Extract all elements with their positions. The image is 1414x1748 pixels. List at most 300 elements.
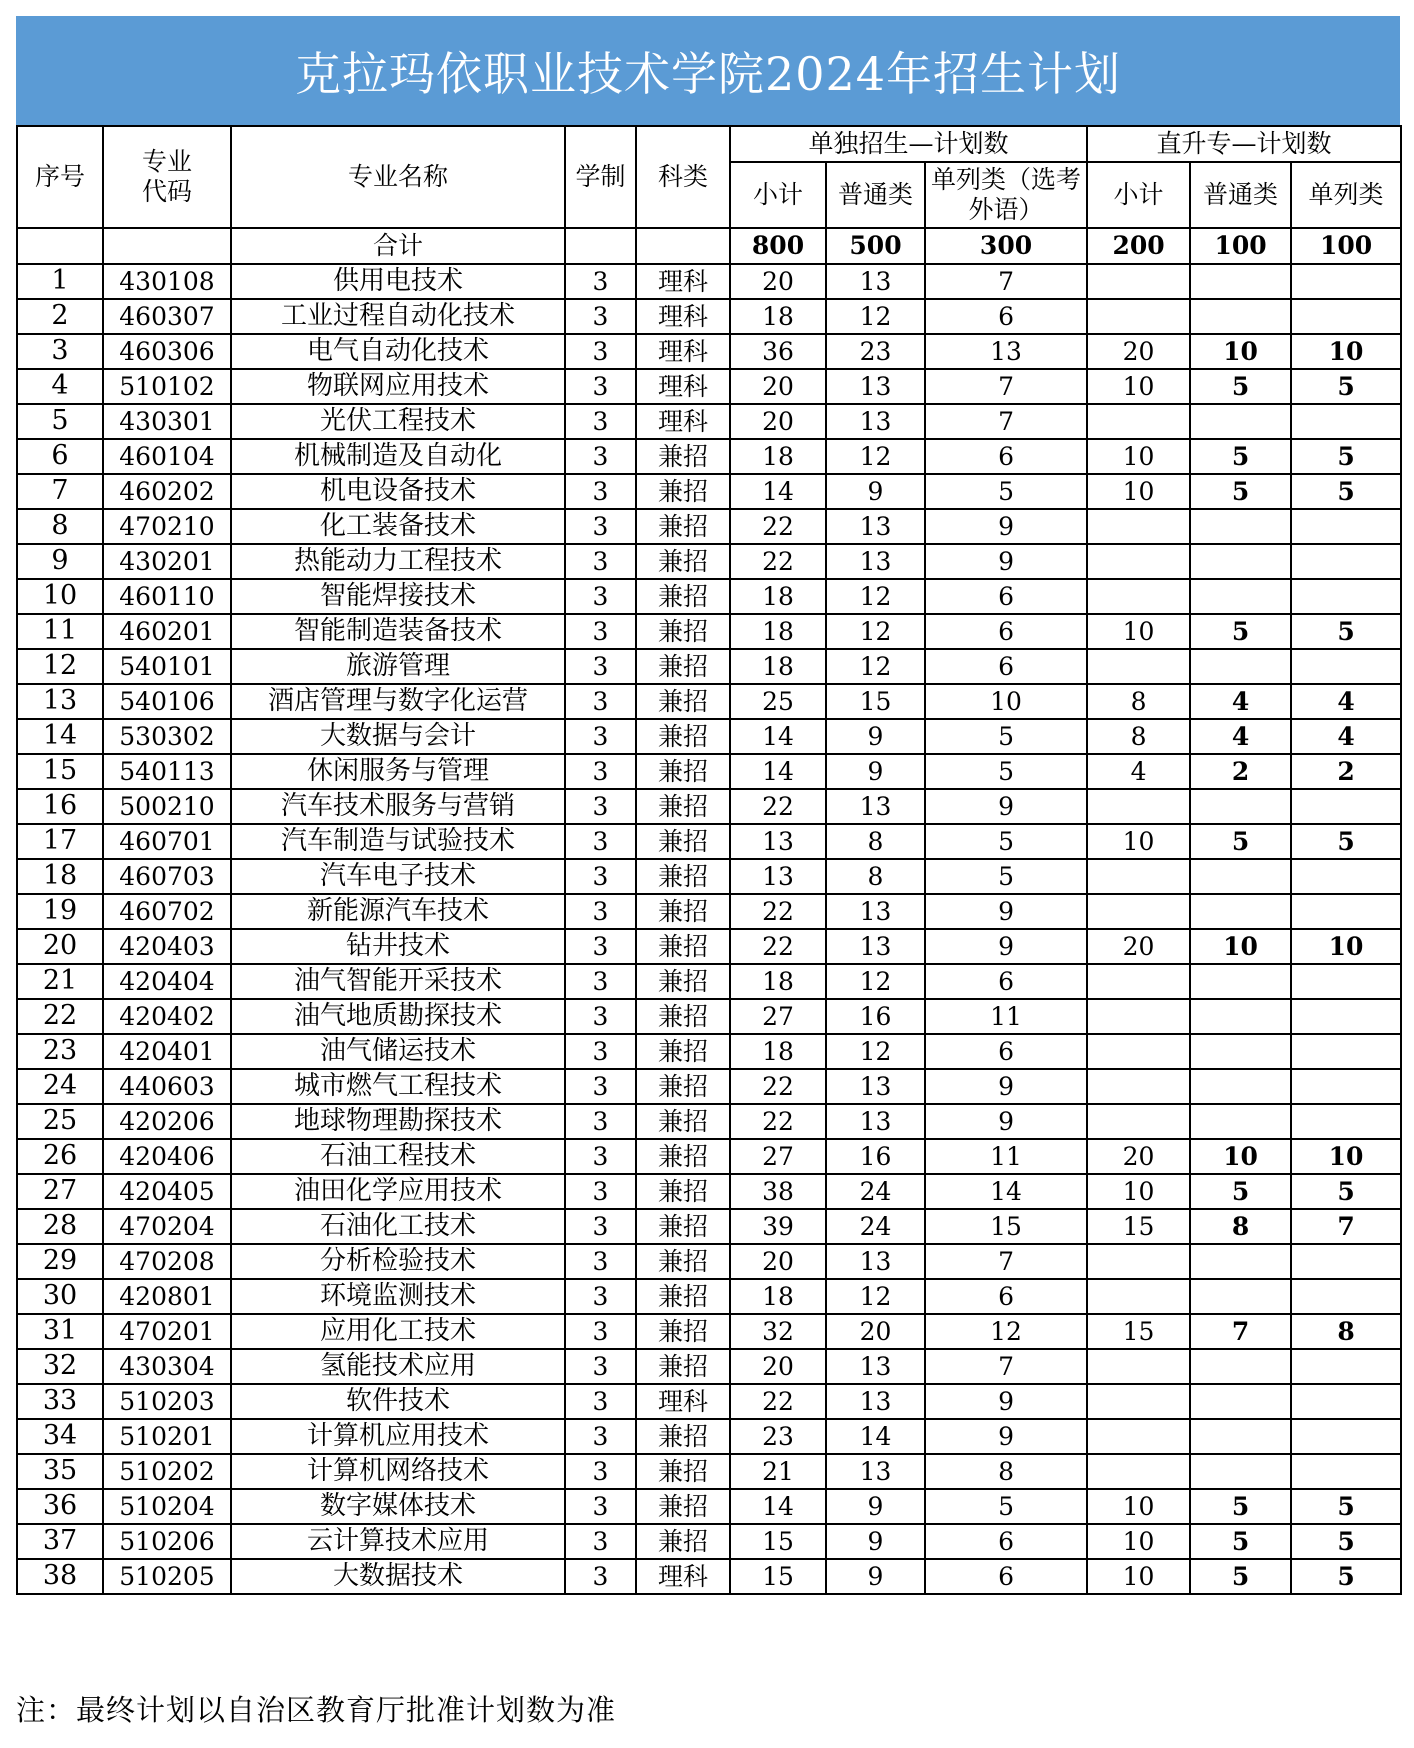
cell-up-general	[1190, 1384, 1291, 1419]
cell-sep-general: 13	[826, 1384, 925, 1419]
cell-sep-general: 13	[826, 509, 925, 544]
cell-sep-general: 12	[826, 1034, 925, 1069]
header-up-total: 小计	[1087, 162, 1190, 228]
cell-category: 兼招	[636, 719, 730, 754]
cell-sep-single: 11	[925, 999, 1087, 1034]
table-row	[17, 824, 1401, 859]
cell-up-single	[1291, 894, 1401, 929]
cell-seq: 19	[17, 894, 103, 929]
cell-sep-total: 14	[730, 719, 826, 754]
cell-code: 510204	[103, 1489, 231, 1524]
cell-sep-general: 12	[826, 1279, 925, 1314]
cell-major-name: 计算机应用技术	[231, 1419, 565, 1454]
table-row	[17, 859, 1401, 894]
cell-years: 3	[565, 1104, 636, 1139]
cell-category: 理科	[636, 334, 730, 369]
cell-up-single	[1291, 649, 1401, 684]
cell-sep-total: 18	[730, 579, 826, 614]
cell-category: 理科	[636, 1559, 730, 1594]
cell-years: 3	[565, 649, 636, 684]
cell-sep-total: 20	[730, 264, 826, 299]
cell-up-general	[1190, 299, 1291, 334]
cell-seq: 4	[17, 369, 103, 404]
cell-up-general	[1190, 1104, 1291, 1139]
cell-sep-general: 9	[826, 474, 925, 509]
cell-up-total	[1087, 1104, 1190, 1139]
cell-seq: 38	[17, 1559, 103, 1594]
total-up-single: 100	[1291, 228, 1401, 264]
cell-sep-total: 21	[730, 1454, 826, 1489]
cell-up-single	[1291, 1244, 1401, 1279]
cell-up-single: 10	[1291, 334, 1401, 369]
cell-up-total	[1087, 404, 1190, 439]
cell-major-name: 石油工程技术	[231, 1139, 565, 1174]
cell-up-single	[1291, 299, 1401, 334]
cell-years: 3	[565, 999, 636, 1034]
cell-sep-total: 22	[730, 894, 826, 929]
cell-up-total: 20	[1087, 1139, 1190, 1174]
cell-sep-single: 9	[925, 1419, 1087, 1454]
header-group-upgrade: 直升专—计划数	[1087, 126, 1401, 162]
cell-sep-total: 22	[730, 1104, 826, 1139]
cell-code: 470201	[103, 1314, 231, 1349]
total-sep-total: 800	[730, 228, 826, 264]
cell-major-name: 油气储运技术	[231, 1034, 565, 1069]
cell-sep-total: 32	[730, 1314, 826, 1349]
cell-major-name: 大数据技术	[231, 1559, 565, 1594]
cell-sep-general: 16	[826, 1139, 925, 1174]
cell-years: 3	[565, 404, 636, 439]
cell-up-general: 5	[1190, 1524, 1291, 1559]
cell-up-total: 4	[1087, 754, 1190, 789]
cell-up-total	[1087, 1454, 1190, 1489]
cell-major-name: 城市燃气工程技术	[231, 1069, 565, 1104]
cell-sep-general: 24	[826, 1209, 925, 1244]
cell-sep-single: 9	[925, 544, 1087, 579]
cell-seq: 13	[17, 684, 103, 719]
cell-sep-general: 9	[826, 1524, 925, 1559]
cell-sep-total: 27	[730, 1139, 826, 1174]
cell-code: 420401	[103, 1034, 231, 1069]
cell-sep-single: 7	[925, 369, 1087, 404]
cell-sep-total: 22	[730, 509, 826, 544]
cell-seq: 25	[17, 1104, 103, 1139]
cell-seq: 24	[17, 1069, 103, 1104]
cell-major-name: 机电设备技术	[231, 474, 565, 509]
cell-up-total: 10	[1087, 1559, 1190, 1594]
cell-years: 3	[565, 264, 636, 299]
cell-up-general: 2	[1190, 754, 1291, 789]
cell-sep-general: 9	[826, 754, 925, 789]
cell-years: 3	[565, 684, 636, 719]
cell-up-single: 5	[1291, 1524, 1401, 1559]
cell-up-total: 8	[1087, 719, 1190, 754]
table-row	[17, 789, 1401, 824]
cell-category: 兼招	[636, 614, 730, 649]
cell-sep-total: 18	[730, 299, 826, 334]
cell-seq: 30	[17, 1279, 103, 1314]
cell-years: 3	[565, 509, 636, 544]
cell-code: 420405	[103, 1174, 231, 1209]
cell-major-name: 环境监测技术	[231, 1279, 565, 1314]
cell-up-total: 15	[1087, 1314, 1190, 1349]
table-row	[17, 439, 1401, 474]
cell-up-total: 15	[1087, 1209, 1190, 1244]
cell-sep-total: 15	[730, 1524, 826, 1559]
cell-seq: 20	[17, 929, 103, 964]
cell-up-single: 7	[1291, 1209, 1401, 1244]
cell-up-general: 4	[1190, 719, 1291, 754]
cell-sep-general: 16	[826, 999, 925, 1034]
cell-seq: 31	[17, 1314, 103, 1349]
cell-years: 3	[565, 964, 636, 999]
table-row	[17, 1104, 1401, 1139]
cell-code: 430301	[103, 404, 231, 439]
cell-years: 3	[565, 474, 636, 509]
cell-major-name: 石油化工技术	[231, 1209, 565, 1244]
cell-code: 460703	[103, 859, 231, 894]
cell-sep-single: 6	[925, 1559, 1087, 1594]
cell-up-single: 10	[1291, 929, 1401, 964]
cell-up-general: 5	[1190, 1174, 1291, 1209]
cell-years: 3	[565, 894, 636, 929]
cell-sep-single: 11	[925, 1139, 1087, 1174]
cell-code: 510202	[103, 1454, 231, 1489]
cell-up-general	[1190, 859, 1291, 894]
cell-sep-general: 12	[826, 439, 925, 474]
table-row	[17, 894, 1401, 929]
cell-code: 460110	[103, 579, 231, 614]
cell-category: 兼招	[636, 1069, 730, 1104]
header-code: 专业 代码	[103, 126, 231, 228]
cell-sep-general: 12	[826, 649, 925, 684]
cell-code: 510102	[103, 369, 231, 404]
cell-code: 510203	[103, 1384, 231, 1419]
table-row	[17, 1384, 1401, 1419]
cell-sep-single: 13	[925, 334, 1087, 369]
cell-seq: 36	[17, 1489, 103, 1524]
cell-up-single	[1291, 404, 1401, 439]
cell-seq: 27	[17, 1174, 103, 1209]
cell-up-general: 8	[1190, 1209, 1291, 1244]
cell-sep-total: 20	[730, 369, 826, 404]
cell-up-general	[1190, 544, 1291, 579]
cell-up-general: 10	[1190, 334, 1291, 369]
cell-up-single	[1291, 1349, 1401, 1384]
cell-years: 3	[565, 789, 636, 824]
cell-sep-general: 12	[826, 964, 925, 999]
cell-sep-general: 20	[826, 1314, 925, 1349]
cell-category: 兼招	[636, 1209, 730, 1244]
cell-seq: 18	[17, 859, 103, 894]
cell-up-total: 10	[1087, 1489, 1190, 1524]
cell-up-single	[1291, 544, 1401, 579]
table-row	[17, 649, 1401, 684]
cell-category: 理科	[636, 404, 730, 439]
cell-up-total: 20	[1087, 929, 1190, 964]
cell-up-single: 5	[1291, 1489, 1401, 1524]
cell-up-general: 4	[1190, 684, 1291, 719]
cell-up-total: 10	[1087, 614, 1190, 649]
cell-major-name: 钻井技术	[231, 929, 565, 964]
cell-sep-total: 20	[730, 1349, 826, 1384]
cell-years: 3	[565, 929, 636, 964]
cell-code: 540113	[103, 754, 231, 789]
cell-up-general: 5	[1190, 614, 1291, 649]
cell-up-single	[1291, 1279, 1401, 1314]
cell-category: 兼招	[636, 684, 730, 719]
cell-category: 兼招	[636, 754, 730, 789]
cell-up-total	[1087, 509, 1190, 544]
cell-up-total	[1087, 1069, 1190, 1104]
cell-sep-total: 13	[730, 824, 826, 859]
cell-category: 兼招	[636, 929, 730, 964]
cell-years: 3	[565, 334, 636, 369]
cell-sep-single: 6	[925, 1279, 1087, 1314]
cell-code: 470210	[103, 509, 231, 544]
cell-major-name: 地球物理勘探技术	[231, 1104, 565, 1139]
cell-sep-total: 36	[730, 334, 826, 369]
cell-major-name: 机械制造及自动化	[231, 439, 565, 474]
cell-sep-single: 6	[925, 439, 1087, 474]
table-row	[17, 1279, 1401, 1314]
cell-up-total	[1087, 1384, 1190, 1419]
cell-sep-total: 22	[730, 1384, 826, 1419]
cell-years: 3	[565, 1069, 636, 1104]
cell-sep-single: 9	[925, 509, 1087, 544]
cell-up-total: 10	[1087, 369, 1190, 404]
cell-up-general	[1190, 894, 1291, 929]
cell-up-total	[1087, 894, 1190, 929]
cell-sep-total: 18	[730, 1279, 826, 1314]
cell-major-name: 化工装备技术	[231, 509, 565, 544]
cell-category: 兼招	[636, 859, 730, 894]
cell-seq: 21	[17, 964, 103, 999]
cell-seq: 9	[17, 544, 103, 579]
cell-sep-total: 23	[730, 1419, 826, 1454]
cell-up-general	[1190, 509, 1291, 544]
cell-category: 兼招	[636, 1279, 730, 1314]
cell-category: 兼招	[636, 1524, 730, 1559]
table-row	[17, 1349, 1401, 1384]
cell-up-general: 5	[1190, 1559, 1291, 1594]
table-row	[17, 369, 1401, 404]
cell-up-general: 5	[1190, 474, 1291, 509]
cell-major-name: 分析检验技术	[231, 1244, 565, 1279]
cell-seq: 17	[17, 824, 103, 859]
table-row	[17, 614, 1401, 649]
cell-up-total	[1087, 1279, 1190, 1314]
cell-sep-total: 20	[730, 1244, 826, 1279]
cell-code: 460307	[103, 299, 231, 334]
cell-years: 3	[565, 1139, 636, 1174]
header-sep-single: 单列类（选考外语）	[925, 162, 1087, 228]
cell-category: 理科	[636, 299, 730, 334]
enrollment-table	[16, 125, 1402, 1595]
cell-sep-single: 6	[925, 1524, 1087, 1559]
cell-major-name: 酒店管理与数字化运营	[231, 684, 565, 719]
cell-major-name: 云计算技术应用	[231, 1524, 565, 1559]
header-group-separate: 单独招生—计划数	[730, 126, 1087, 162]
cell-sep-general: 13	[826, 1349, 925, 1384]
cell-up-total: 8	[1087, 684, 1190, 719]
cell-up-total	[1087, 999, 1190, 1034]
cell-up-total	[1087, 1419, 1190, 1454]
cell-years: 3	[565, 719, 636, 754]
cell-up-total	[1087, 859, 1190, 894]
cell-sep-total: 18	[730, 439, 826, 474]
cell-sep-general: 9	[826, 1559, 925, 1594]
cell-seq: 7	[17, 474, 103, 509]
table-row	[17, 999, 1401, 1034]
cell-seq: 12	[17, 649, 103, 684]
cell-sep-general: 14	[826, 1419, 925, 1454]
cell-seq: 5	[17, 404, 103, 439]
cell-seq: 1	[17, 264, 103, 299]
cell-up-single: 2	[1291, 754, 1401, 789]
cell-sep-single: 6	[925, 1034, 1087, 1069]
table-row	[17, 474, 1401, 509]
cell-major-name: 旅游管理	[231, 649, 565, 684]
cell-seq: 37	[17, 1524, 103, 1559]
cell-major-name: 智能焊接技术	[231, 579, 565, 614]
header-years: 学制	[565, 126, 636, 228]
cell-code: 430201	[103, 544, 231, 579]
cell-sep-total: 38	[730, 1174, 826, 1209]
cell-sep-general: 9	[826, 1489, 925, 1524]
cell-years: 3	[565, 544, 636, 579]
cell-category: 兼招	[636, 1104, 730, 1139]
cell-sep-single: 5	[925, 859, 1087, 894]
cell-category: 兼招	[636, 474, 730, 509]
table-row	[17, 1034, 1401, 1069]
cell-sep-general: 9	[826, 719, 925, 754]
cell-up-single: 5	[1291, 439, 1401, 474]
cell-code: 540106	[103, 684, 231, 719]
cell-sep-single: 7	[925, 1349, 1087, 1384]
cell-seq: 8	[17, 509, 103, 544]
cell-up-single	[1291, 1034, 1401, 1069]
table-row	[17, 1454, 1401, 1489]
cell-sep-single: 9	[925, 1384, 1087, 1419]
cell-sep-general: 13	[826, 264, 925, 299]
cell-up-total	[1087, 1034, 1190, 1069]
cell-major-name: 汽车制造与试验技术	[231, 824, 565, 859]
table-row	[17, 929, 1401, 964]
cell-code: 460202	[103, 474, 231, 509]
cell-up-total	[1087, 264, 1190, 299]
cell-sep-single: 6	[925, 649, 1087, 684]
cell-sep-single: 7	[925, 404, 1087, 439]
cell-sep-general: 13	[826, 894, 925, 929]
cell-code: 420404	[103, 964, 231, 999]
cell-sep-single: 6	[925, 299, 1087, 334]
cell-major-name: 数字媒体技术	[231, 1489, 565, 1524]
cell-code: 530302	[103, 719, 231, 754]
table-row	[17, 1244, 1401, 1279]
cell-sep-single: 9	[925, 929, 1087, 964]
cell-code: 430108	[103, 264, 231, 299]
header-up-general: 普通类	[1190, 162, 1291, 228]
cell-sep-general: 8	[826, 824, 925, 859]
cell-up-single: 4	[1291, 684, 1401, 719]
cell-sep-general: 23	[826, 334, 925, 369]
table-row	[17, 1139, 1401, 1174]
cell-up-single	[1291, 579, 1401, 614]
cell-code: 420801	[103, 1279, 231, 1314]
cell-major-name: 新能源汽车技术	[231, 894, 565, 929]
cell-category: 兼招	[636, 1244, 730, 1279]
cell-up-single	[1291, 859, 1401, 894]
cell-up-general	[1190, 1349, 1291, 1384]
cell-up-general	[1190, 789, 1291, 824]
cell-sep-single: 9	[925, 789, 1087, 824]
cell-years: 3	[565, 1489, 636, 1524]
cell-seq: 10	[17, 579, 103, 614]
header-sep-general: 普通类	[826, 162, 925, 228]
cell-category: 兼招	[636, 1034, 730, 1069]
cell-major-name: 智能制造装备技术	[231, 614, 565, 649]
cell-sep-single: 6	[925, 614, 1087, 649]
cell-seq: 32	[17, 1349, 103, 1384]
table-body	[17, 264, 1401, 1594]
total-sep-general: 500	[826, 228, 925, 264]
cell-seq: 29	[17, 1244, 103, 1279]
cell-sep-general: 13	[826, 789, 925, 824]
cell-years: 3	[565, 1559, 636, 1594]
cell-up-general: 10	[1190, 1139, 1291, 1174]
cell-code: 460104	[103, 439, 231, 474]
header-category: 科类	[636, 126, 730, 228]
cell-up-total: 10	[1087, 1174, 1190, 1209]
page-title: 克拉玛依职业技术学院2024年招生计划	[16, 16, 1400, 125]
cell-category: 兼招	[636, 1419, 730, 1454]
cell-up-general	[1190, 1419, 1291, 1454]
cell-up-single: 10	[1291, 1139, 1401, 1174]
cell-major-name: 汽车电子技术	[231, 859, 565, 894]
cell-sep-total: 13	[730, 859, 826, 894]
cell-sep-general: 13	[826, 369, 925, 404]
cell-up-single: 5	[1291, 474, 1401, 509]
cell-up-single	[1291, 264, 1401, 299]
cell-code: 440603	[103, 1069, 231, 1104]
cell-category: 兼招	[636, 649, 730, 684]
total-sep-single: 300	[925, 228, 1087, 264]
table-row	[17, 964, 1401, 999]
cell-up-total	[1087, 789, 1190, 824]
table-row	[17, 1314, 1401, 1349]
cell-years: 3	[565, 1244, 636, 1279]
cell-code: 430304	[103, 1349, 231, 1384]
cell-sep-general: 13	[826, 404, 925, 439]
cell-major-name: 应用化工技术	[231, 1314, 565, 1349]
table-row	[17, 1174, 1401, 1209]
cell-sep-single: 9	[925, 1104, 1087, 1139]
cell-up-total	[1087, 299, 1190, 334]
cell-sep-single: 12	[925, 1314, 1087, 1349]
cell-category: 兼招	[636, 509, 730, 544]
cell-category: 兼招	[636, 579, 730, 614]
cell-sep-total: 27	[730, 999, 826, 1034]
cell-sep-total: 18	[730, 649, 826, 684]
cell-code: 420402	[103, 999, 231, 1034]
cell-up-total: 20	[1087, 334, 1190, 369]
cell-sep-total: 39	[730, 1209, 826, 1244]
cell-category: 兼招	[636, 1489, 730, 1524]
header-sep-total: 小计	[730, 162, 826, 228]
cell-sep-single: 14	[925, 1174, 1087, 1209]
cell-up-single: 5	[1291, 1559, 1401, 1594]
